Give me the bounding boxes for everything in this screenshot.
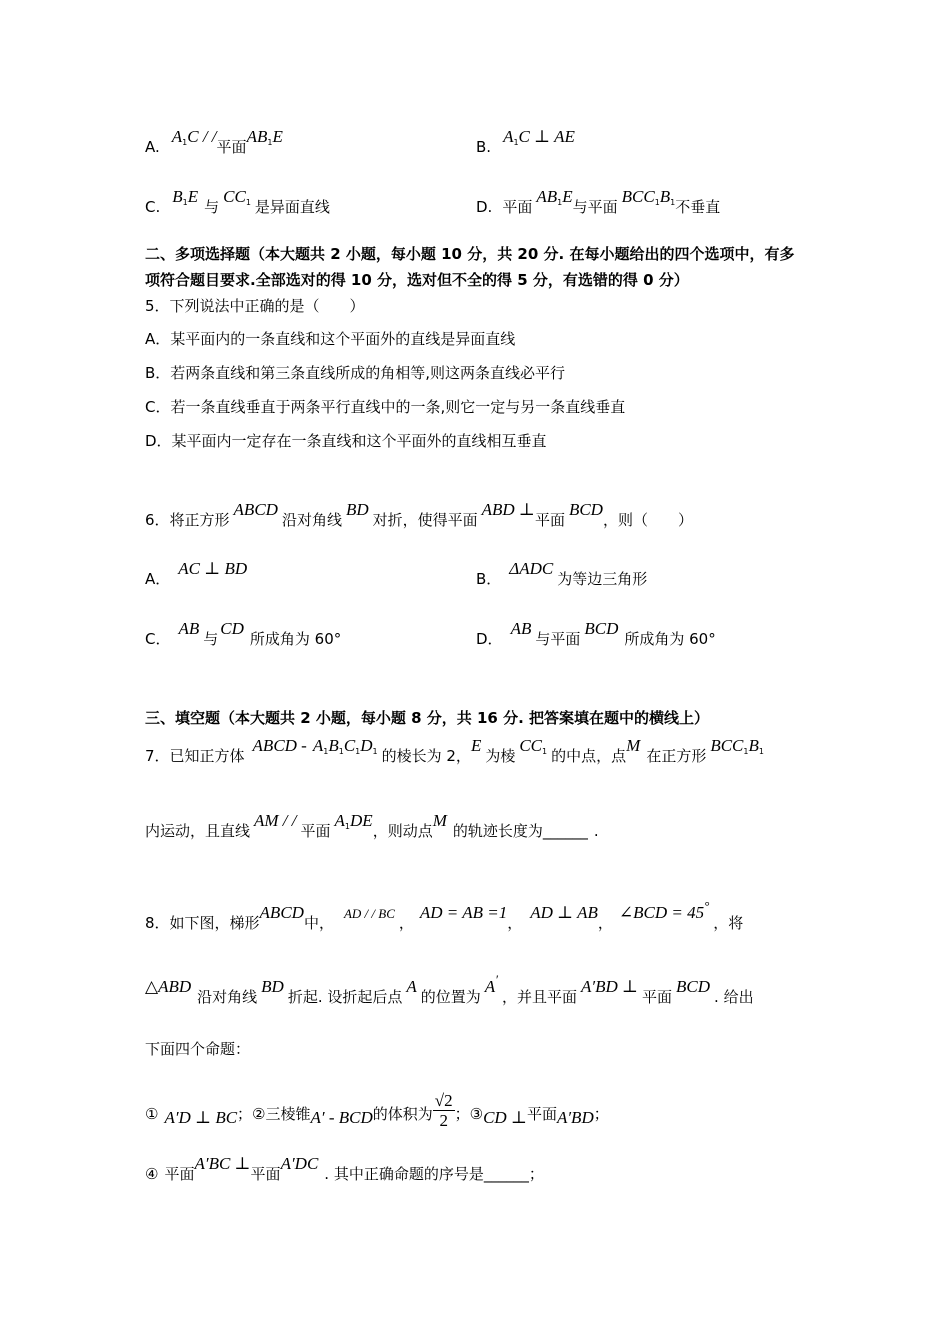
answer-blank[interactable]: ______ [483,1165,529,1183]
q6-option-c: C．AB与CD所成角为 60° [145,619,342,648]
q4-option-a: $A.A_1C$ / /平面$AB_1E$ [145,127,283,156]
q8-proposition-4: ④ 平面A′BC ⊥平面A′DC. 其中正确命题的序号是______； [145,1154,544,1183]
q5-option-d: D．某平面内一定存在一条直线和这个平面外的直线相互垂直 [145,432,547,450]
q4-option-c: $C.B_1E$与$CC_1$ 是异面直线 [145,187,330,216]
section2-heading-line2: 项符合题目要求.全部选对的得 10 分，选对但不全的得 5 分，有选错的得 0 分） [145,271,689,289]
q6-option-d: D．AB与平面BCD所成角为 60° [476,619,716,648]
q7-line1: 7．已知正方体ABCD - $A_1B_1C_1D_1$ 的棱长为 2，E为棱$CC_1$ 的中点，点M在正方形$BCC_1B_1$ [145,736,764,765]
q8-line2: △ABD沿对角线BD折起. 设折起后点A的位置为A′，并且平面A′BD ⊥平面BCD. 给出 [145,972,754,1006]
q4-option-b: $B.A_1C$ ⊥ AE [476,127,575,156]
q8-propositions-1-3: ① A′D ⊥ BC；②三棱锥A′ - BCD的体积为 $\frac{√2}{2}$ ；③CD ⊥平面A′BD； [145,1091,609,1130]
fraction-sqrt2-over-2: $\frac{√2}{2}$ [434,1091,453,1130]
q5-stem: 5．下列说法中正确的是（ ） [145,297,365,315]
q6-option-b: B．ΔADC为等边三角形 [476,559,648,588]
q7-line2: 内运动，且直线AM / /平面$A_1DE$，则动点M的轨迹长度为______ . [145,811,599,840]
q6-option-a: A．AC ⊥ BD [145,559,248,588]
q5-option-b: B．若两条直线和第三条直线所成的角相等,则这两条直线必平行 [145,364,566,382]
q8-line3: 下面四个命题： [145,1040,251,1058]
section3-heading: 三、填空题（本大题共 2 小题，每小题 8 分，共 16 分. 把答案填在题中的横线上） [145,709,710,727]
q8-line1: 8．如下图，梯形ABCD中，AD / / BC，AD = AB =1，AD ⊥ AB，∠BCD = 45°，将 [145,898,744,932]
q6-stem: 6．将正方形ABCD沿对角线BD对折，使得平面ABD ⊥平面BCD，则（ ） [145,500,693,529]
q5-option-c: C．若一条直线垂直于两条平行直线中的一条,则它一定与另一条直线垂直 [145,398,626,416]
answer-blank[interactable]: ______ [542,822,588,840]
q4-option-d: D. 平面$AB_1E$与平面$BCC_1B_1$不垂直 [476,187,721,216]
section2-heading-line1: 二、多项选择题（本大题共 2 小题，每小题 10 分，共 20 分. 在每小题给出的四个选项中，有多 [145,245,795,263]
q5-option-a: A．某平面内的一条直线和这个平面外的直线是异面直线 [145,330,516,348]
